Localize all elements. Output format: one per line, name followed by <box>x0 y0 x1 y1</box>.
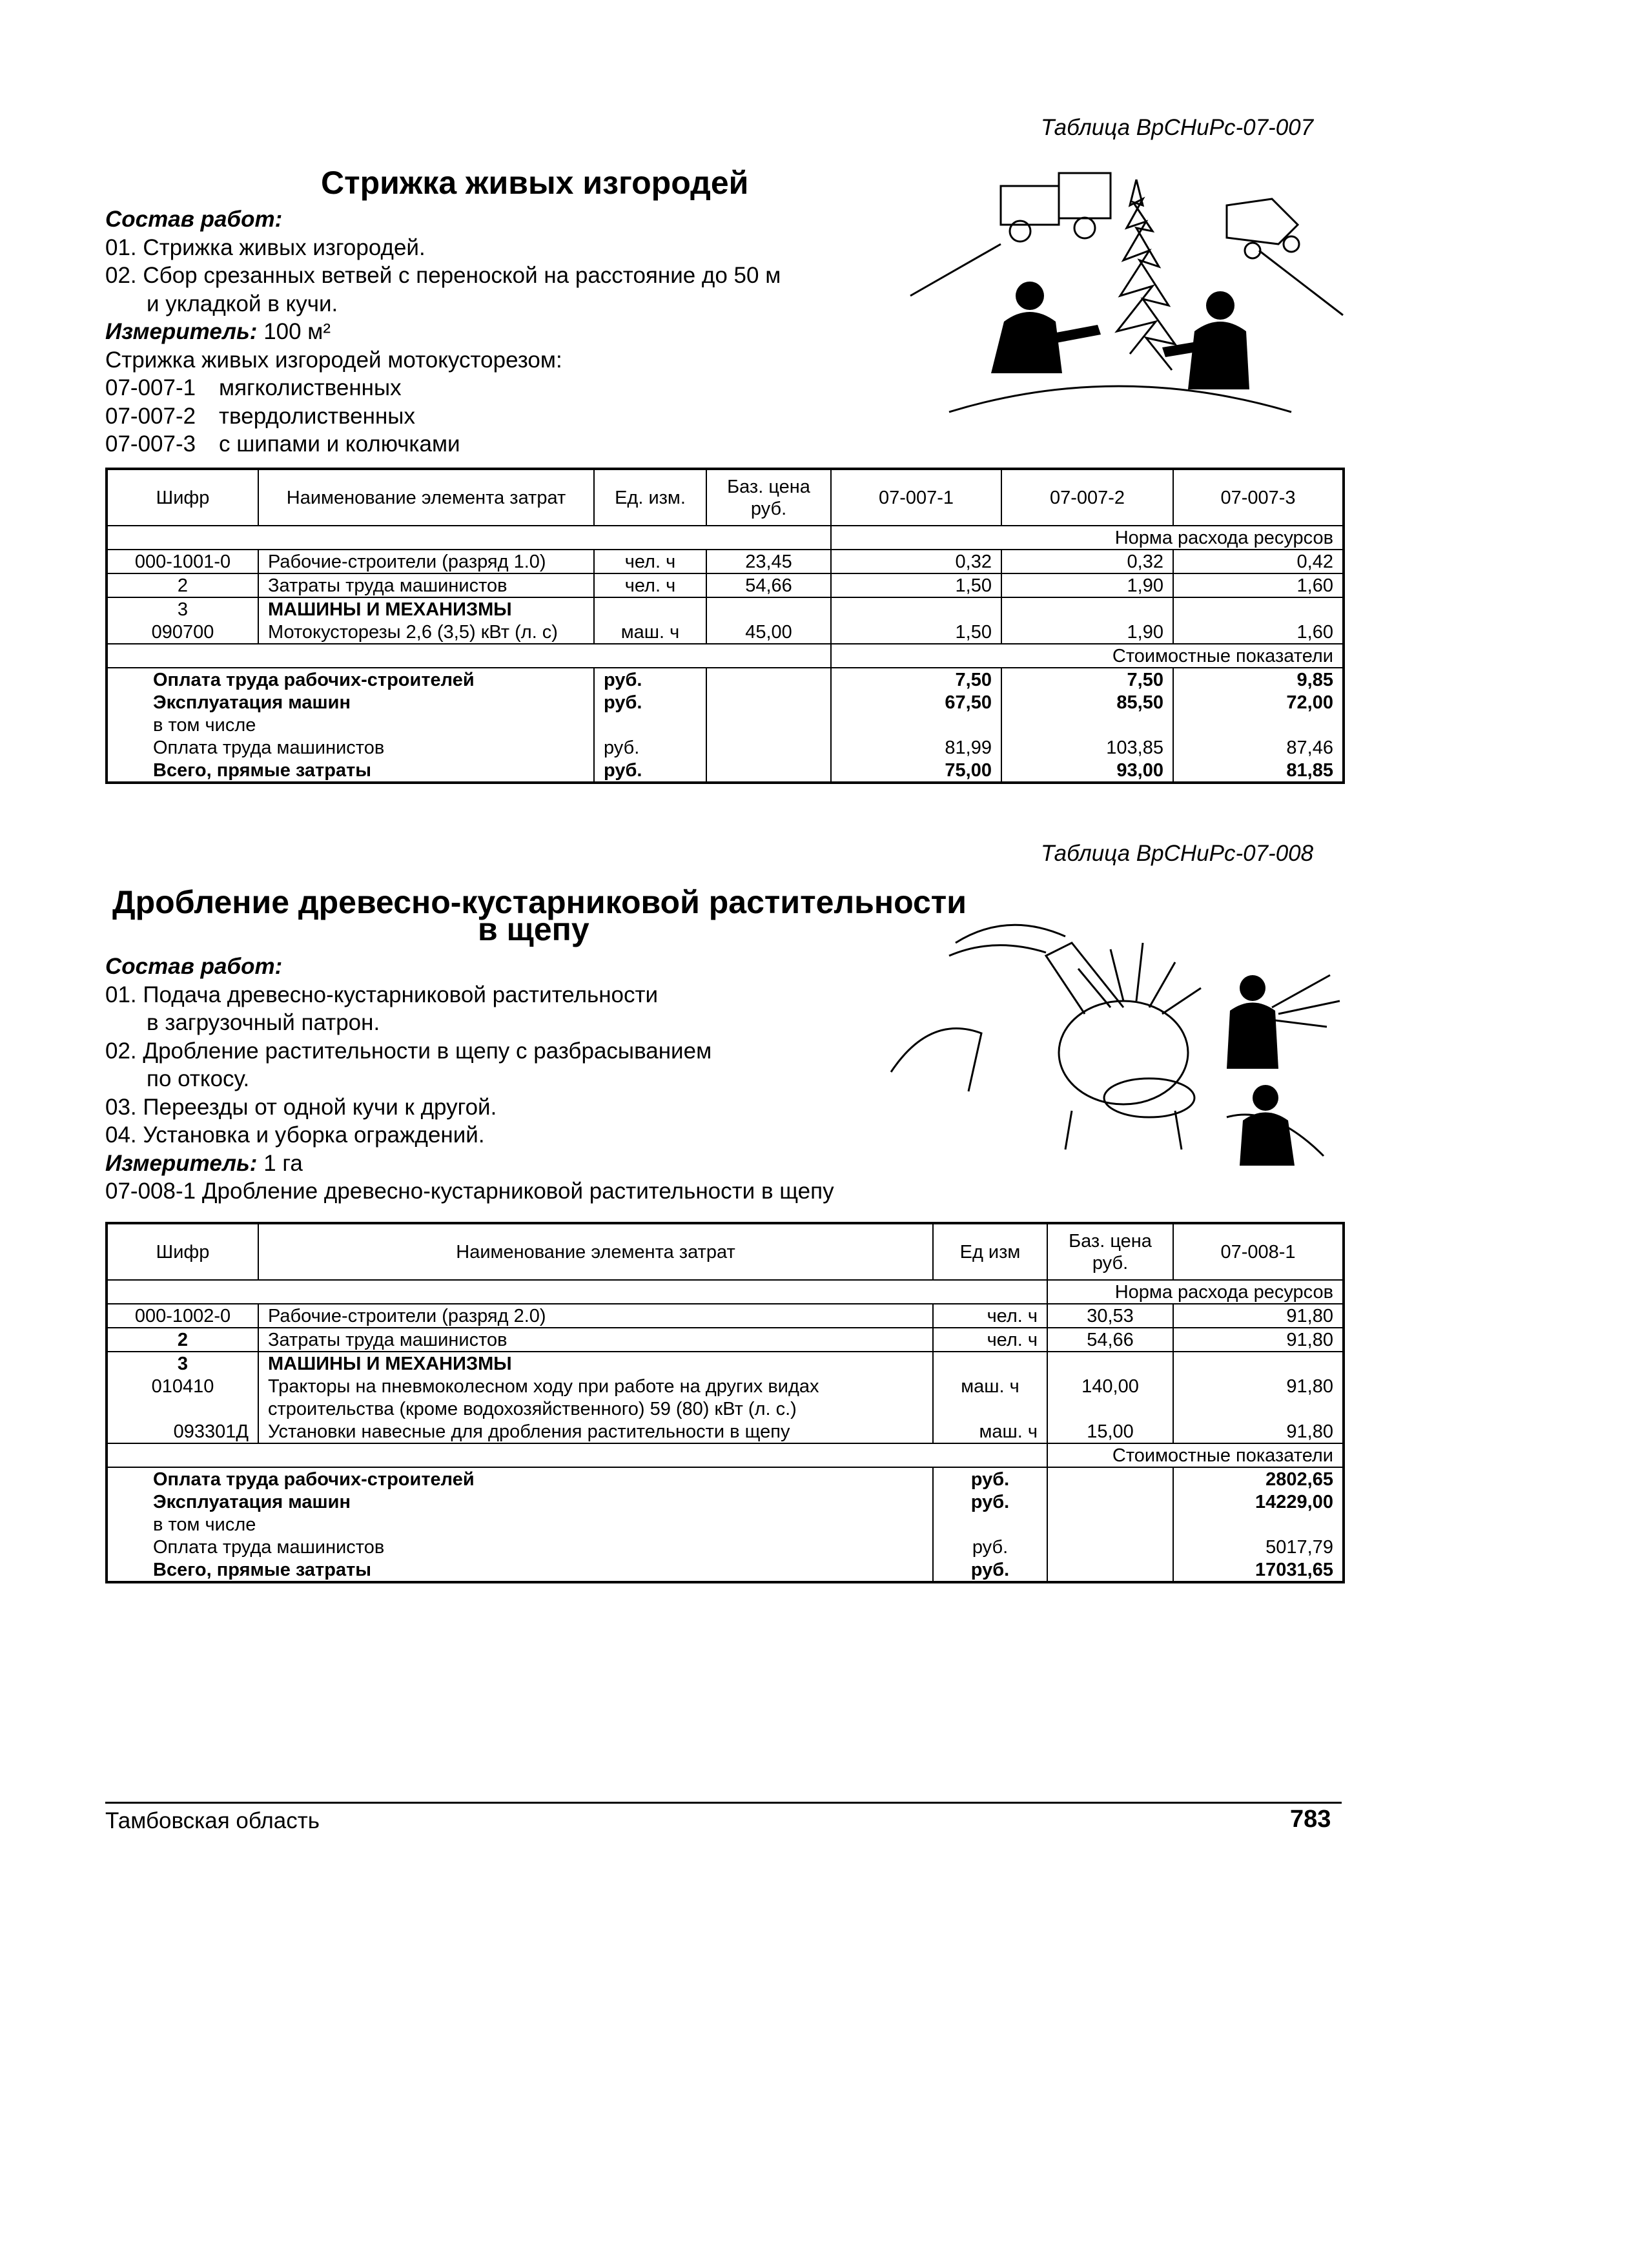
table-row <box>107 1352 1344 1375</box>
cost-value: 81,85 <box>1173 759 1344 783</box>
wood-chipper-illustration <box>878 904 1349 1201</box>
composition-label: Состав работ: <box>105 954 283 979</box>
table-ref-07-008: Таблица ВрСНиРс-07-008 <box>1041 841 1314 866</box>
work-composition-07-007 <box>105 205 781 459</box>
cell-value: 91,80 <box>1173 1420 1344 1443</box>
step: 03. Переезды от одной кучи к другой. <box>105 1094 497 1120</box>
cell-value: 1,90 <box>1001 573 1173 597</box>
norm-section-label: Норма расхода ресурсов <box>1047 1280 1344 1304</box>
section-title-chipping-line2: в щепу <box>478 911 589 947</box>
cell-name: Мотокусторезы 2,6 (3,5) кВт (л. с) <box>258 621 594 644</box>
table-row <box>107 1375 1344 1397</box>
measure-value: 100 м² <box>263 319 331 344</box>
cell-unit: чел. ч <box>933 1328 1047 1352</box>
cell-price: 54,66 <box>1047 1328 1173 1352</box>
measure-label: Измеритель: <box>105 319 258 344</box>
cell-unit: маш. ч <box>594 621 706 644</box>
col-header: Шифр <box>107 1223 258 1280</box>
cell-value: 1,50 <box>831 621 1001 644</box>
col-header: Шифр <box>107 469 258 526</box>
cell-name: МАШИНЫ И МЕХАНИЗМЫ <box>258 597 594 621</box>
cell-value: 1,50 <box>831 573 1001 597</box>
cell-code: 000-1002-0 <box>107 1304 258 1328</box>
cell-name: Затраты труда машинистов <box>258 1328 933 1352</box>
variant-code: 07-007-3 <box>105 431 196 457</box>
table-row-continued <box>107 1397 1344 1420</box>
cell-price: 15,00 <box>1047 1420 1173 1443</box>
measure-line <box>105 318 781 346</box>
cost-value: 75,00 <box>831 759 1001 783</box>
cost-row <box>107 668 1344 691</box>
table-header-row <box>107 1223 1344 1280</box>
variant-code: 07-007-2 <box>105 403 196 429</box>
table-row <box>107 597 1344 621</box>
variant-line <box>105 402 781 431</box>
cost-value: 93,00 <box>1001 759 1173 783</box>
cost-name: Оплата труда рабочих-строителей <box>107 668 594 691</box>
cost-name: Оплата труда рабочих-строителей <box>107 1467 933 1490</box>
work-composition-07-008 <box>105 953 834 1206</box>
cost-name: в том числе <box>107 714 594 736</box>
cost-name: Всего, прямые затраты <box>107 1558 933 1582</box>
col-header: 07-007-1 <box>831 469 1001 526</box>
cost-unit: руб. <box>594 691 706 714</box>
cost-name: в том числе <box>107 1513 933 1536</box>
cost-value: 103,85 <box>1001 736 1173 759</box>
cost-unit: руб. <box>933 1490 1047 1513</box>
cost-value: 72,00 <box>1173 691 1344 714</box>
cost-value: 87,46 <box>1173 736 1344 759</box>
cost-name: Оплата труда машинистов <box>107 736 594 759</box>
cost-row <box>107 1513 1344 1536</box>
cost-value: 5017,79 <box>1173 1536 1344 1558</box>
table-row <box>107 1304 1344 1328</box>
variant-line <box>105 374 781 402</box>
table-row <box>107 573 1344 597</box>
cost-value: 9,85 <box>1173 668 1344 691</box>
step: 02. Сбор срезанных ветвей с переноской на расстояние до 50 м <box>105 263 781 288</box>
cost-section-label: Стоимостные показатели <box>831 644 1344 668</box>
col-header: Ед. изм. <box>594 469 706 526</box>
norms-table-07-007 <box>105 468 1345 784</box>
cost-unit: руб. <box>933 1467 1047 1490</box>
cost-row <box>107 1536 1344 1558</box>
hedge-trimming-illustration <box>891 167 1349 431</box>
page-number: 783 <box>1290 1806 1331 1833</box>
variant-text: мягколиственных <box>219 375 402 400</box>
cell-price: 30,53 <box>1047 1304 1173 1328</box>
cell-price: 45,00 <box>706 621 831 644</box>
cost-value: 7,50 <box>831 668 1001 691</box>
cell-value: 0,42 <box>1173 550 1344 573</box>
step: 04. Установка и уборка ограждений. <box>105 1122 485 1148</box>
cost-row <box>107 1467 1344 1490</box>
cost-name: Оплата труда машинистов <box>107 1536 933 1558</box>
cost-unit: руб. <box>933 1558 1047 1582</box>
cost-value: 67,50 <box>831 691 1001 714</box>
variant-text: твердолиственных <box>219 403 415 429</box>
cost-row <box>107 759 1344 783</box>
cost-value: 17031,65 <box>1173 1558 1344 1582</box>
cell-code: 3 <box>107 1352 258 1375</box>
cost-row <box>107 714 1344 736</box>
table-row <box>107 621 1344 644</box>
norm-section-row <box>107 526 1344 550</box>
step: 01. Стрижка живых изгородей. <box>105 234 425 260</box>
col-header: 07-007-2 <box>1001 469 1173 526</box>
norms-table-07-008 <box>105 1222 1345 1583</box>
cost-name: Эксплуатация машин <box>107 691 594 714</box>
cost-row <box>107 1490 1344 1513</box>
step: 02. Дробление растительности в щепу с разбрасыванием <box>105 1038 712 1064</box>
variants-intro: Стрижка живых изгородей мотокусторезом: <box>105 347 562 373</box>
col-header: Ед изм <box>933 1223 1047 1280</box>
col-header: 07-008-1 <box>1173 1223 1344 1280</box>
variant-line: 07-008-1 Дробление древесно-кустарниковой растительности в щепу <box>105 1179 834 1204</box>
cell-code: 090700 <box>107 621 258 644</box>
step: в загрузочный патрон. <box>147 1010 380 1035</box>
cost-section-row <box>107 644 1344 668</box>
cell-unit: чел. ч <box>933 1304 1047 1328</box>
cost-unit: руб. <box>594 736 706 759</box>
cell-unit: маш. ч <box>933 1375 1047 1397</box>
cell-value: 1,60 <box>1173 573 1344 597</box>
cell-value: 1,60 <box>1173 621 1344 644</box>
cell-code: 093301Д <box>107 1420 258 1443</box>
cell-code: 010410 <box>107 1375 258 1397</box>
cell-unit: маш. ч <box>933 1420 1047 1443</box>
table-row <box>107 550 1344 573</box>
measure-line <box>105 1149 834 1178</box>
col-header: Наименование элемента затрат <box>258 1223 933 1280</box>
col-header: Наименование элемента затрат <box>258 469 594 526</box>
cost-unit: руб. <box>594 668 706 691</box>
table-row <box>107 1328 1344 1352</box>
col-header: Баз. цена руб. <box>1047 1223 1173 1280</box>
cell-price: 54,66 <box>706 573 831 597</box>
variant-code: 07-007-1 <box>105 375 196 400</box>
table-ref-07-007: Таблица ВрСНиРс-07-007 <box>1041 115 1314 140</box>
cost-unit: руб. <box>933 1536 1047 1558</box>
cost-value: 2802,65 <box>1173 1467 1344 1490</box>
cost-name: Эксплуатация машин <box>107 1490 933 1513</box>
cost-name: Всего, прямые затраты <box>107 759 594 783</box>
composition-label: Состав работ: <box>105 207 283 232</box>
table-row <box>107 1420 1344 1443</box>
cell-name: МАШИНЫ И МЕХАНИЗМЫ <box>258 1352 933 1375</box>
cost-row <box>107 1558 1344 1582</box>
col-header: 07-007-3 <box>1173 469 1344 526</box>
section-title-chipping-line1: Дробление древесно-кустарниковой растительности <box>112 884 967 920</box>
section-title-hedges: Стрижка живых изгородей <box>321 165 749 201</box>
cell-code: 2 <box>107 1328 258 1352</box>
measure-label: Измеритель: <box>105 1150 258 1176</box>
step: 01. Подача древесно-кустарниковой растительности <box>105 982 659 1007</box>
col-header: Баз. цена руб. <box>706 469 831 526</box>
cost-section-row <box>107 1443 1344 1467</box>
variant-text: с шипами и колючками <box>219 431 460 457</box>
step: и укладкой в кучи. <box>147 291 338 316</box>
cell-unit: чел. ч <box>594 573 706 597</box>
measure-value: 1 га <box>263 1150 303 1176</box>
cell-price: 23,45 <box>706 550 831 573</box>
cost-row <box>107 691 1344 714</box>
footer-divider <box>105 1802 1342 1804</box>
cost-section-label: Стоимостные показатели <box>1047 1443 1344 1467</box>
cost-value: 81,99 <box>831 736 1001 759</box>
cost-value: 14229,00 <box>1173 1490 1344 1513</box>
cell-value: 1,90 <box>1001 621 1173 644</box>
cell-code: 000-1001-0 <box>107 550 258 573</box>
norm-section-label: Норма расхода ресурсов <box>831 526 1344 550</box>
cell-value: 0,32 <box>1001 550 1173 573</box>
cell-value: 0,32 <box>831 550 1001 573</box>
cell-value: 91,80 <box>1173 1304 1344 1328</box>
cell-value: 91,80 <box>1173 1328 1344 1352</box>
cell-code: 2 <box>107 573 258 597</box>
cell-unit: чел. ч <box>594 550 706 573</box>
cell-name: Тракторы на пневмоколесном ходу при работе на других видах <box>258 1375 933 1397</box>
cell-name: Рабочие-строители (разряд 2.0) <box>258 1304 933 1328</box>
variant-line <box>105 430 781 459</box>
cell-price: 140,00 <box>1047 1375 1173 1397</box>
step: по откосу. <box>147 1066 250 1091</box>
cost-value: 85,50 <box>1001 691 1173 714</box>
footer-region: Тамбовская область <box>105 1808 320 1833</box>
cost-value: 7,50 <box>1001 668 1173 691</box>
cost-unit: руб. <box>594 759 706 783</box>
table-header-row <box>107 469 1344 526</box>
cell-value: 91,80 <box>1173 1375 1344 1397</box>
cell-code: 3 <box>107 597 258 621</box>
cost-row <box>107 736 1344 759</box>
norm-section-row <box>107 1280 1344 1304</box>
cell-name: Затраты труда машинистов <box>258 573 594 597</box>
cell-name: Установки навесные для дробления растительности в щепу <box>258 1420 933 1443</box>
cell-name: Рабочие-строители (разряд 1.0) <box>258 550 594 573</box>
cell-name-continued: строительства (кроме водохозяйственного) 59 (80) кВт (л. с.) <box>258 1397 933 1420</box>
